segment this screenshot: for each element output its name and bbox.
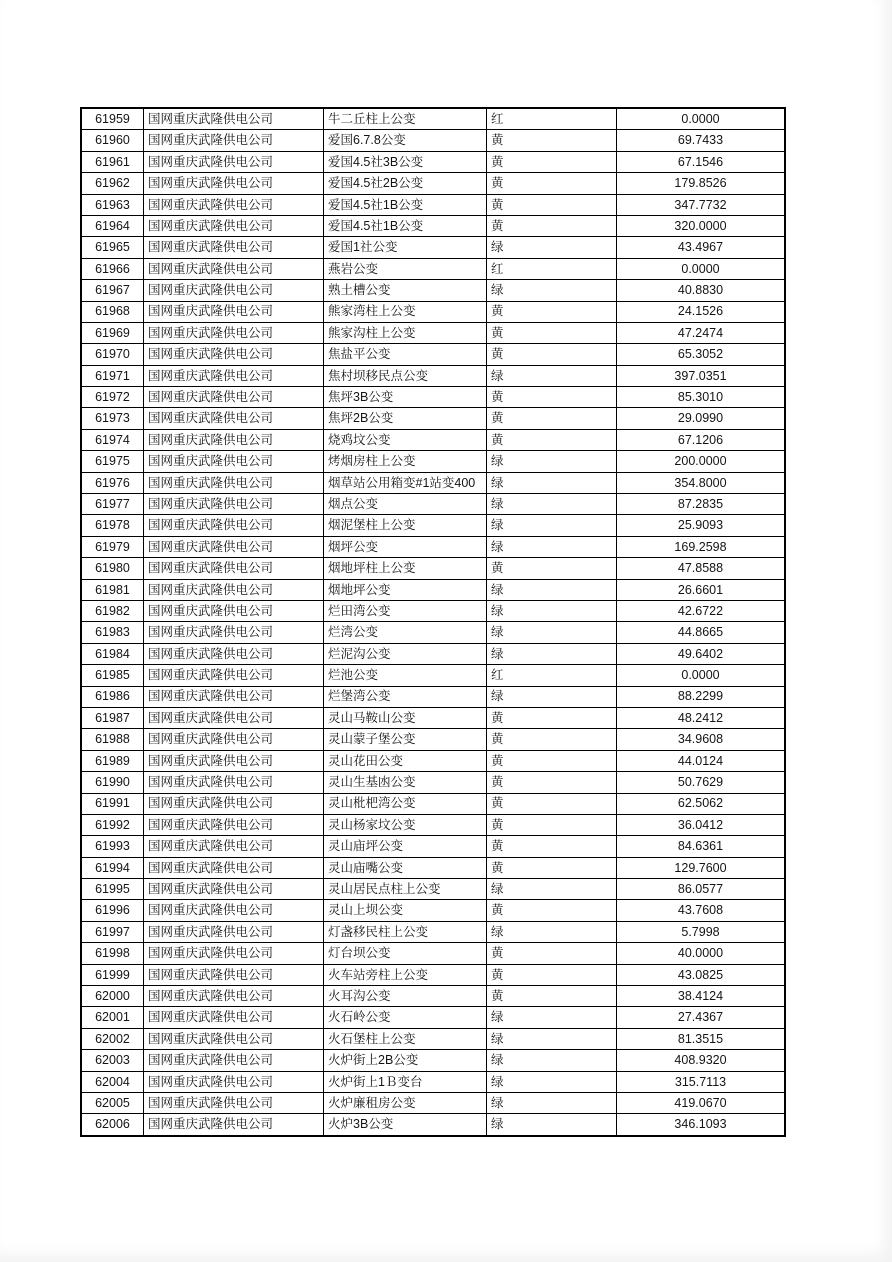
- cell-value: 43.4967: [677, 240, 724, 255]
- cell-row-id: 62004: [82, 1072, 144, 1092]
- cell-company: 国网重庆武隆供电公司: [144, 366, 324, 386]
- table-row: [82, 280, 784, 301]
- table-row: [82, 494, 784, 515]
- cell-value: 0.0000: [681, 111, 720, 126]
- cell-row-id: 61961: [82, 152, 144, 172]
- cell-transformer-name: 烟地坪公变: [324, 580, 487, 600]
- table-row: [82, 259, 784, 280]
- cell-row-id: 61993: [82, 836, 144, 856]
- cell-status-color: 绿: [487, 1007, 617, 1027]
- cell-transformer-name: 燕岩公变: [324, 259, 487, 279]
- cell-status-color: 黄: [487, 173, 617, 193]
- cell-transformer-name: 焦盐平公变: [324, 344, 487, 364]
- cell-row-id: 61984: [82, 644, 144, 664]
- table-row: [82, 451, 784, 472]
- cell-status-color: 黄: [487, 302, 617, 322]
- table-row: [82, 900, 784, 921]
- cell-transformer-name: 烂泥沟公变: [324, 644, 487, 664]
- cell-company: 国网重庆武隆供电公司: [144, 900, 324, 920]
- cell-value: 397.0351: [674, 368, 727, 383]
- cell-transformer-name: 火炉3B公变: [324, 1114, 487, 1134]
- cell-company: 国网重庆武隆供电公司: [144, 1114, 324, 1134]
- cell-transformer-name: 烤烟房柱上公变: [324, 451, 487, 471]
- cell-row-id: 62006: [82, 1114, 144, 1134]
- cell-transformer-name: 灵山马鞍山公变: [324, 708, 487, 728]
- cell-transformer-name: 爱国4.5社3B公变: [324, 152, 487, 172]
- cell-row-id: 61966: [82, 259, 144, 279]
- table-row: [82, 794, 784, 815]
- cell-value: 34.9608: [677, 732, 724, 747]
- cell-value: 408.9320: [674, 1053, 727, 1068]
- cell-transformer-name: 灵山花田公变: [324, 751, 487, 771]
- cell-transformer-name: 灵山杨家坟公变: [324, 815, 487, 835]
- cell-status-color: 黄: [487, 558, 617, 578]
- cell-value: 346.1093: [674, 1117, 727, 1132]
- table-row: [82, 195, 784, 216]
- table-row: [82, 836, 784, 857]
- cell-value: 42.6722: [677, 603, 724, 618]
- table-row: [82, 173, 784, 194]
- cell-row-id: 61972: [82, 387, 144, 407]
- cell-transformer-name: 灵山庙坪公变: [324, 836, 487, 856]
- cell-status-color: 绿: [487, 580, 617, 600]
- cell-value: 347.7732: [674, 197, 727, 212]
- cell-row-id: 61985: [82, 665, 144, 685]
- cell-transformer-name: 灵山上坝公变: [324, 900, 487, 920]
- cell-value: 84.6361: [677, 839, 724, 854]
- cell-transformer-name: 火石岭公变: [324, 1007, 487, 1027]
- cell-transformer-name: 火耳沟公变: [324, 986, 487, 1006]
- cell-row-id: 62002: [82, 1029, 144, 1049]
- cell-transformer-name: 牛二丘柱上公变: [324, 109, 487, 129]
- cell-status-color: 绿: [487, 1093, 617, 1113]
- cell-company: 国网重庆武隆供电公司: [144, 772, 324, 792]
- table-row: [82, 237, 784, 258]
- cell-company: 国网重庆武隆供电公司: [144, 473, 324, 493]
- cell-status-color: 黄: [487, 216, 617, 236]
- cell-status-color: 绿: [487, 687, 617, 707]
- cell-company: 国网重庆武隆供电公司: [144, 515, 324, 535]
- cell-company: 国网重庆武隆供电公司: [144, 751, 324, 771]
- cell-status-color: 绿: [487, 515, 617, 535]
- table-row: [82, 130, 784, 151]
- cell-transformer-name: 爱国4.5社1B公变: [324, 216, 487, 236]
- cell-transformer-name: 焦坪3B公变: [324, 387, 487, 407]
- cell-company: 国网重庆武隆供电公司: [144, 794, 324, 814]
- table-row: [82, 943, 784, 964]
- cell-company: 国网重庆武隆供电公司: [144, 259, 324, 279]
- cell-row-id: 61981: [82, 580, 144, 600]
- cell-transformer-name: 灵山蒙子堡公变: [324, 729, 487, 749]
- cell-transformer-name: 熊家湾柱上公变: [324, 302, 487, 322]
- cell-row-id: 61989: [82, 751, 144, 771]
- cell-status-color: 绿: [487, 473, 617, 493]
- cell-company: 国网重庆武隆供电公司: [144, 430, 324, 450]
- cell-row-id: 61976: [82, 473, 144, 493]
- cell-row-id: 61995: [82, 879, 144, 899]
- cell-company: 国网重庆武隆供电公司: [144, 665, 324, 685]
- cell-value: 0.0000: [681, 261, 720, 276]
- cell-row-id: 61987: [82, 708, 144, 728]
- cell-company: 国网重庆武隆供电公司: [144, 1029, 324, 1049]
- cell-company: 国网重庆武隆供电公司: [144, 687, 324, 707]
- cell-company: 国网重庆武隆供电公司: [144, 601, 324, 621]
- table-row: [82, 537, 784, 558]
- cell-value: 86.0577: [677, 882, 724, 896]
- cell-transformer-name: 灵山枇杷湾公变: [324, 794, 487, 814]
- cell-transformer-name: 烂湾公变: [324, 622, 487, 642]
- cell-value: 50.7629: [677, 775, 724, 790]
- cell-status-color: 黄: [487, 408, 617, 428]
- cell-company: 国网重庆武隆供电公司: [144, 922, 324, 942]
- cell-status-color: 红: [487, 665, 617, 685]
- table-row: [82, 644, 784, 665]
- table-row: [82, 430, 784, 451]
- cell-status-color: 绿: [487, 922, 617, 942]
- cell-row-id: 61973: [82, 408, 144, 428]
- table-row: [82, 858, 784, 879]
- cell-status-color: 黄: [487, 152, 617, 172]
- cell-transformer-name: 灵山生基凼公变: [324, 772, 487, 792]
- cell-status-color: 绿: [487, 1029, 617, 1049]
- cell-status-color: 黄: [487, 986, 617, 1006]
- cell-company: 国网重庆武隆供电公司: [144, 537, 324, 557]
- cell-company: 国网重庆武隆供电公司: [144, 644, 324, 664]
- cell-status-color: 绿: [487, 537, 617, 557]
- cell-status-color: 黄: [487, 751, 617, 771]
- cell-company: 国网重庆武隆供电公司: [144, 152, 324, 172]
- table-row: [82, 109, 784, 130]
- cell-value: 315.7113: [674, 1074, 727, 1089]
- cell-status-color: 绿: [487, 644, 617, 664]
- cell-value: 169.2598: [674, 539, 727, 554]
- cell-row-id: 61964: [82, 216, 144, 236]
- table-row: [82, 1114, 784, 1134]
- cell-company: 国网重庆武隆供电公司: [144, 344, 324, 364]
- cell-transformer-name: 烂田湾公变: [324, 601, 487, 621]
- table-row: [82, 601, 784, 622]
- table-row: [82, 622, 784, 643]
- cell-status-color: 红: [487, 259, 617, 279]
- cell-status-color: 黄: [487, 708, 617, 728]
- cell-value: 44.0124: [677, 753, 724, 768]
- cell-value: 65.3052: [677, 347, 724, 362]
- cell-status-color: 黄: [487, 815, 617, 835]
- cell-status-color: 绿: [487, 1072, 617, 1092]
- cell-value: 67.1546: [677, 154, 724, 169]
- cell-transformer-name: 灵山居民点柱上公变: [324, 879, 487, 899]
- cell-value: 87.2835: [677, 496, 724, 511]
- cell-row-id: 61959: [82, 109, 144, 129]
- cell-transformer-name: 烂池公变: [324, 665, 487, 685]
- cell-transformer-name: 火炉街上1Ｂ变台: [324, 1072, 487, 1092]
- cell-row-id: 62003: [82, 1050, 144, 1070]
- cell-company: 国网重庆武隆供电公司: [144, 815, 324, 835]
- table-row: [82, 922, 784, 943]
- cell-company: 国网重庆武隆供电公司: [144, 109, 324, 129]
- cell-transformer-name: 爱国6.7.8公变: [324, 130, 487, 150]
- cell-transformer-name: 烟草站公用箱变#1站变400: [324, 473, 487, 493]
- cell-company: 国网重庆武隆供电公司: [144, 1072, 324, 1092]
- cell-transformer-name: 熟土槽公变: [324, 280, 487, 300]
- cell-value: 320.0000: [674, 218, 727, 233]
- table-row: [82, 1050, 784, 1071]
- table-row: [82, 1029, 784, 1050]
- cell-row-id: 61974: [82, 430, 144, 450]
- cell-row-id: 62001: [82, 1007, 144, 1027]
- cell-status-color: 黄: [487, 323, 617, 343]
- cell-status-color: 绿: [487, 1114, 617, 1134]
- cell-value: 43.0825: [677, 967, 724, 982]
- cell-row-id: 61975: [82, 451, 144, 471]
- cell-status-color: 绿: [487, 366, 617, 386]
- cell-company: 国网重庆武隆供电公司: [144, 1093, 324, 1113]
- cell-value: 40.8830: [677, 283, 724, 298]
- cell-row-id: 61986: [82, 687, 144, 707]
- cell-value: 24.1526: [677, 304, 724, 319]
- table-row: [82, 473, 784, 494]
- table-row: [82, 1072, 784, 1093]
- cell-row-id: 61963: [82, 195, 144, 215]
- cell-status-color: 黄: [487, 943, 617, 963]
- cell-value: 179.8526: [674, 176, 727, 191]
- table-row: [82, 216, 784, 237]
- cell-value: 129.7600: [674, 860, 727, 875]
- cell-status-color: 绿: [487, 237, 617, 257]
- cell-value: 36.0412: [677, 817, 724, 832]
- table-row: [82, 366, 784, 387]
- cell-company: 国网重庆武隆供电公司: [144, 708, 324, 728]
- cell-value: 47.8588: [677, 561, 724, 576]
- cell-value: 49.6402: [677, 646, 724, 661]
- cell-transformer-name: 烧鸡坟公变: [324, 430, 487, 450]
- cell-status-color: 黄: [487, 965, 617, 985]
- transformer-table: [80, 107, 786, 1137]
- table-row: [82, 1007, 784, 1028]
- cell-row-id: 61971: [82, 366, 144, 386]
- table-row: [82, 344, 784, 365]
- cell-row-id: 61982: [82, 601, 144, 621]
- cell-row-id: 61962: [82, 173, 144, 193]
- cell-transformer-name: 烂堡湾公变: [324, 687, 487, 707]
- cell-company: 国网重庆武隆供电公司: [144, 387, 324, 407]
- cell-transformer-name: 烟坪公变: [324, 537, 487, 557]
- cell-row-id: 61960: [82, 130, 144, 150]
- cell-company: 国网重庆武隆供电公司: [144, 858, 324, 878]
- cell-row-id: 62000: [82, 986, 144, 1006]
- cell-company: 国网重庆武隆供电公司: [144, 879, 324, 899]
- cell-transformer-name: 烟点公变: [324, 494, 487, 514]
- cell-company: 国网重庆武隆供电公司: [144, 408, 324, 428]
- cell-row-id: 62005: [82, 1093, 144, 1113]
- cell-row-id: 61967: [82, 280, 144, 300]
- table-row: [82, 986, 784, 1007]
- cell-value: 25.9093: [677, 518, 724, 533]
- table-row: [82, 558, 784, 579]
- cell-company: 国网重庆武隆供电公司: [144, 622, 324, 642]
- cell-value: 85.3010: [677, 390, 724, 405]
- table-row: [82, 302, 784, 323]
- table-row: [82, 408, 784, 429]
- cell-value: 29.0990: [677, 411, 724, 426]
- cell-transformer-name: 烟地坪柱上公变: [324, 558, 487, 578]
- cell-company: 国网重庆武隆供电公司: [144, 1007, 324, 1027]
- table-row: [82, 879, 784, 900]
- cell-status-color: 绿: [487, 280, 617, 300]
- cell-row-id: 61977: [82, 494, 144, 514]
- cell-value: 5.7998: [681, 924, 720, 939]
- cell-company: 国网重庆武隆供电公司: [144, 130, 324, 150]
- cell-status-color: 黄: [487, 130, 617, 150]
- cell-status-color: 黄: [487, 772, 617, 792]
- cell-status-color: 黄: [487, 729, 617, 749]
- cell-status-color: 黄: [487, 836, 617, 856]
- cell-value: 40.0000: [677, 946, 724, 961]
- cell-transformer-name: 爱国4.5社2B公变: [324, 173, 487, 193]
- cell-company: 国网重庆武隆供电公司: [144, 216, 324, 236]
- cell-value: 354.8000: [674, 475, 727, 490]
- cell-row-id: 61970: [82, 344, 144, 364]
- cell-value: 419.0670: [674, 1095, 727, 1110]
- cell-company: 国网重庆武隆供电公司: [144, 836, 324, 856]
- cell-transformer-name: 火炉街上2B公变: [324, 1050, 487, 1070]
- cell-value: 38.4124: [677, 988, 724, 1003]
- cell-status-color: 黄: [487, 344, 617, 364]
- cell-company: 国网重庆武隆供电公司: [144, 965, 324, 985]
- cell-value: 47.2474: [677, 325, 724, 340]
- cell-status-color: 绿: [487, 1050, 617, 1070]
- cell-company: 国网重庆武隆供电公司: [144, 580, 324, 600]
- cell-value: 43.7608: [677, 903, 724, 918]
- table-row: [82, 515, 784, 536]
- cell-transformer-name: 灵山庙嘴公变: [324, 858, 487, 878]
- cell-status-color: 绿: [487, 451, 617, 471]
- cell-row-id: 61968: [82, 302, 144, 322]
- cell-transformer-name: 火车站旁柱上公变: [324, 965, 487, 985]
- cell-value: 81.3515: [677, 1031, 724, 1046]
- cell-value: 26.6601: [677, 582, 724, 597]
- table-row: [82, 729, 784, 750]
- cell-row-id: 61996: [82, 900, 144, 920]
- cell-company: 国网重庆武隆供电公司: [144, 280, 324, 300]
- cell-company: 国网重庆武隆供电公司: [144, 1050, 324, 1070]
- cell-value: 88.2299: [677, 689, 724, 704]
- cell-status-color: 绿: [487, 879, 617, 899]
- table-row: [82, 323, 784, 344]
- cell-status-color: 红: [487, 109, 617, 129]
- cell-company: 国网重庆武隆供电公司: [144, 943, 324, 963]
- cell-row-id: 61992: [82, 815, 144, 835]
- cell-transformer-name: 焦村坝移民点公变: [324, 366, 487, 386]
- cell-value: 62.5062: [677, 796, 724, 811]
- table-row: [82, 965, 784, 986]
- cell-transformer-name: 火炉廉租房公变: [324, 1093, 487, 1113]
- cell-transformer-name: 灯台坝公变: [324, 943, 487, 963]
- cell-company: 国网重庆武隆供电公司: [144, 195, 324, 215]
- table-row: [82, 665, 784, 686]
- table-row: [82, 687, 784, 708]
- table-row: [82, 152, 784, 173]
- cell-row-id: 61969: [82, 323, 144, 343]
- cell-row-id: 61988: [82, 729, 144, 749]
- cell-value: 200.0000: [674, 454, 727, 469]
- table-row: [82, 708, 784, 729]
- cell-status-color: 绿: [487, 494, 617, 514]
- cell-company: 国网重庆武隆供电公司: [144, 558, 324, 578]
- cell-company: 国网重庆武隆供电公司: [144, 302, 324, 322]
- cell-value: 48.2412: [677, 710, 724, 725]
- cell-company: 国网重庆武隆供电公司: [144, 323, 324, 343]
- cell-company: 国网重庆武隆供电公司: [144, 986, 324, 1006]
- cell-company: 国网重庆武隆供电公司: [144, 494, 324, 514]
- table-row: [82, 815, 784, 836]
- cell-row-id: 61980: [82, 558, 144, 578]
- cell-transformer-name: 烟泥堡柱上公变: [324, 515, 487, 535]
- cell-value: 67.1206: [677, 432, 724, 447]
- cell-status-color: 黄: [487, 195, 617, 215]
- table-row: [82, 772, 784, 793]
- cell-row-id: 61965: [82, 237, 144, 257]
- cell-company: 国网重庆武隆供电公司: [144, 173, 324, 193]
- cell-value: 27.4367: [677, 1010, 724, 1025]
- cell-status-color: 黄: [487, 430, 617, 450]
- cell-transformer-name: 灯盏移民柱上公变: [324, 922, 487, 942]
- cell-company: 国网重庆武隆供电公司: [144, 237, 324, 257]
- table-row: [82, 1093, 784, 1114]
- cell-row-id: 61999: [82, 965, 144, 985]
- cell-row-id: 61990: [82, 772, 144, 792]
- cell-company: 国网重庆武隆供电公司: [144, 451, 324, 471]
- cell-status-color: 绿: [487, 622, 617, 642]
- cell-row-id: 61991: [82, 794, 144, 814]
- cell-transformer-name: 火石堡柱上公变: [324, 1029, 487, 1049]
- cell-transformer-name: 焦坪2B公变: [324, 408, 487, 428]
- cell-row-id: 61994: [82, 858, 144, 878]
- table-row: [82, 580, 784, 601]
- cell-status-color: 黄: [487, 858, 617, 878]
- table-row: [82, 751, 784, 772]
- cell-status-color: 黄: [487, 387, 617, 407]
- cell-value: 69.7433: [677, 133, 724, 148]
- cell-transformer-name: 熊家沟柱上公变: [324, 323, 487, 343]
- cell-transformer-name: 爱国1社公变: [324, 237, 487, 257]
- cell-value: 44.8665: [677, 625, 724, 640]
- cell-value: 0.0000: [681, 668, 720, 683]
- cell-row-id: 61997: [82, 922, 144, 942]
- cell-company: 国网重庆武隆供电公司: [144, 729, 324, 749]
- cell-status-color: 黄: [487, 794, 617, 814]
- table-row: [82, 387, 784, 408]
- cell-transformer-name: 爱国4.5社1B公变: [324, 195, 487, 215]
- cell-row-id: 61998: [82, 943, 144, 963]
- cell-row-id: 61979: [82, 537, 144, 557]
- cell-status-color: 黄: [487, 900, 617, 920]
- cell-row-id: 61983: [82, 622, 144, 642]
- cell-status-color: 绿: [487, 601, 617, 621]
- cell-row-id: 61978: [82, 515, 144, 535]
